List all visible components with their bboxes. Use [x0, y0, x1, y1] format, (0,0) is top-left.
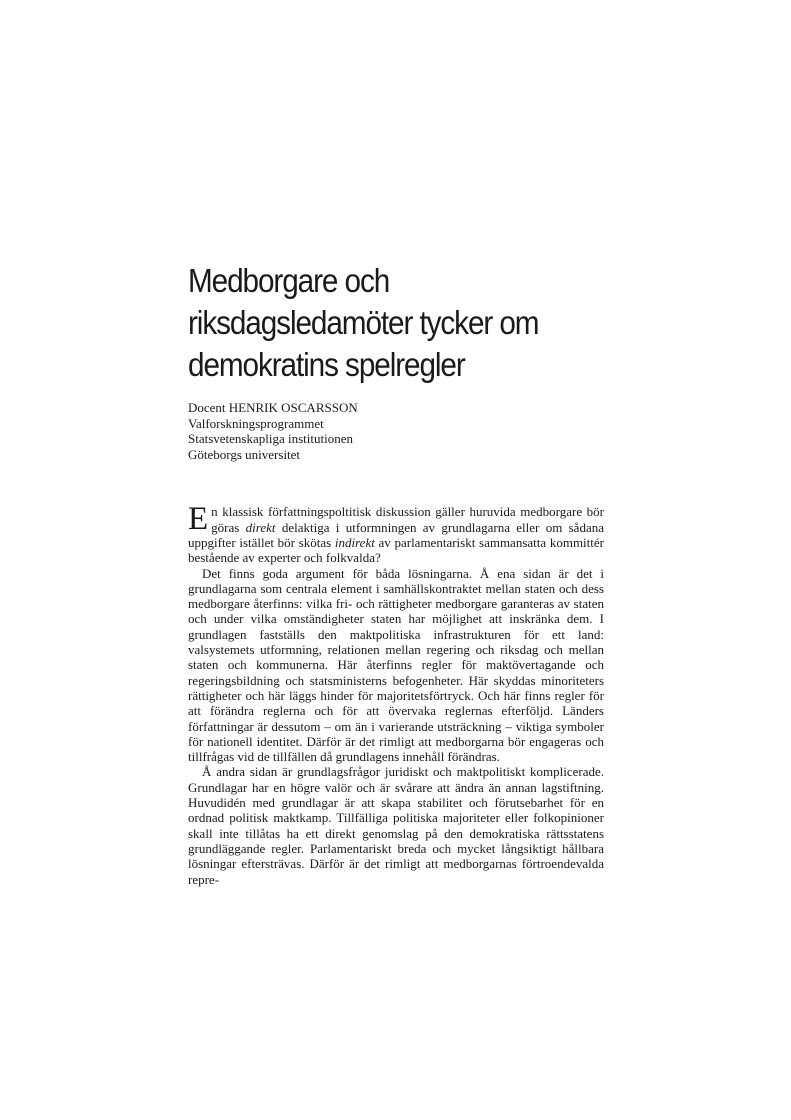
author-university: Göteborgs universitet — [188, 446, 301, 462]
author-department: Statsvetenskapliga institutionen — [188, 431, 354, 447]
author-block — [188, 400, 604, 462]
paragraph — [188, 501, 604, 566]
paragraph: Det finns goda argument för båda lösningarna. Å ena sidan är det i grundlagarna som centrala element i samhällskontraktet mellan staten och dess medborgare återfinns: vilka fri- och rättigheter medborgare garanteras av staten och under vilka omständigheter staten har möjlighet att inskränka dem. I grundlagen fastställs den maktpolitiska infrastrukturen för ett land: valsystemets utformning, relationen mellan regering och riksdag och mellan staten och kommunerna. Här återfinns regler för maktövertagande och regeringsbildning och statsministerns befogenheter. Här skyddas minoriteters rättigheter och här läggs hinder för majoritetsförtryck. Och här finns regler för att förändra reglerna och för att övervaka reglernas efterföljd. Länders författningar är dessutom – om än i varierande utsträckning – viktiga symboler för nationell identitet. Därför är det rimligt att medborgarna bör engageras och tillfrågas vid de tillfällen då grundlagens innehåll förändras. — [188, 565, 604, 765]
paragraph-text: delaktiga i utformningen av grundlagarna eller om sådana uppgifter istället bör skötas — [188, 519, 604, 550]
article — [188, 260, 604, 887]
emphasis-text: indirekt — [334, 534, 375, 550]
article-title — [188, 260, 602, 386]
drop-cap: E — [188, 501, 209, 538]
emphasis-text: direkt — [245, 519, 276, 535]
title-line: riksdagsledamöter tycker om — [188, 304, 539, 341]
paragraph-text: av parlamentariskt sammansatta kommittér bestående av experter och folkvalda? — [188, 534, 604, 566]
author-program: Valforskningsprogrammet — [188, 415, 324, 431]
paragraph-text: n klassisk författningspoltitisk diskussion gäller huruvida medborgare bör göras — [211, 504, 604, 535]
article-body — [188, 501, 604, 887]
title-line: Medborgare och — [188, 262, 390, 299]
author-name: Docent HENRIK OSCARSSON — [188, 400, 358, 415]
paragraph: Å andra sidan är grundlagsfrågor juridiskt och maktpolitiskt komplicerade. Grundlagar har en högre valör och är svårare att ändra än annan lagstiftning. Huvudidén med grundlagar är att skapa stabilitet och förutsebarhet för en ordnad politisk maktkamp. Tillfälliga politiska majoriteter eller folkopinioner skall inte tillåtas ha ett direkt genomslag på den demokratiska rättsstatens grundläggande regler. Parlamentariskt breda och mycket långsiktigt hållbara lösningar eftersträvas. Därför är det rimligt att medborgarnas förtroendevalda repre- — [188, 764, 604, 887]
title-line: demokratins spelregler — [188, 346, 465, 383]
